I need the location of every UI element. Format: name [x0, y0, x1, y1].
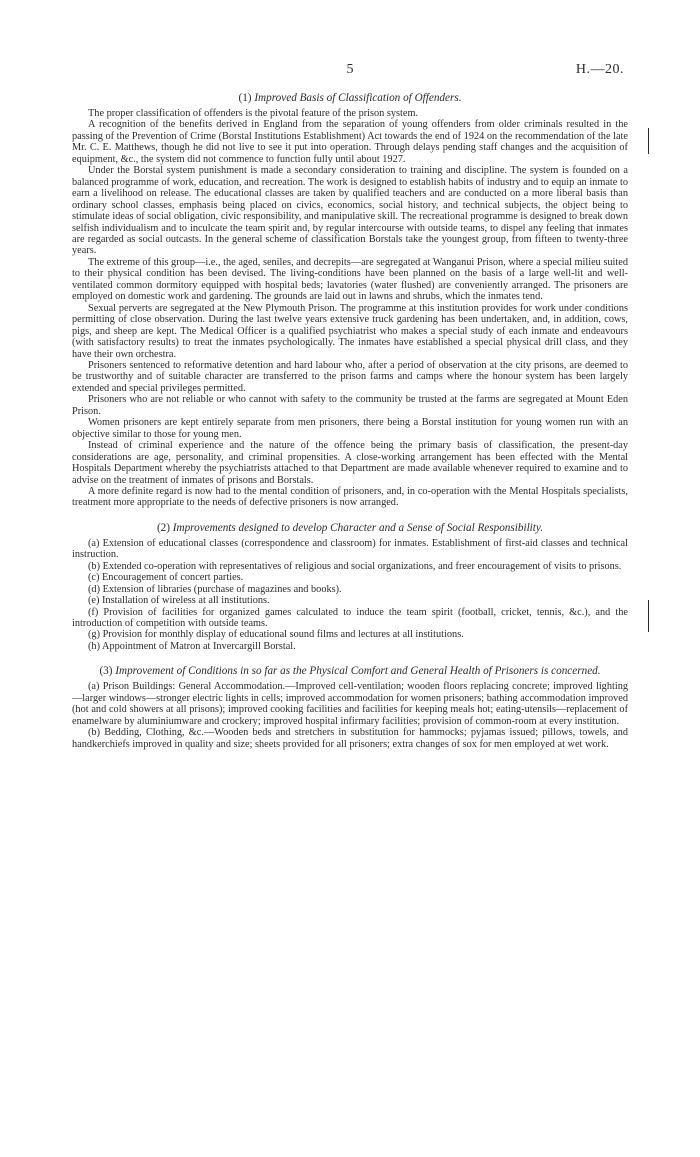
section-number: (2) [156, 521, 170, 534]
margin-mark [648, 128, 649, 154]
list-item: (a) Prison Buildings: General Accommodation.—Improved cell-ventilation; wooden floors replacing concrete; improved lighting—larger windows—stronger electric lights in cells; improved accommodation for women prisoners; bathing accommodation improved (hot and cold showers at all prisons); improved cooking facilities and facilities for keeping meals hot; eating-utensils—replacement of enamelware by aluminiumware and crockery; improved hospital infirmary facilities; provision of common-room at every institution. [72, 681, 628, 727]
paragraph: A recognition of the benefits derived in England from the separation of young offenders from older criminals resulted in the passing of the Prevention of Crime (Borstal Institutions Establishment) Act towards the end of 1924 on the recommendation of the late Mr. C. E. Matthews, though he did not live to see it put into operation. Through delays pending staff changes and the acquisition of equipment, &c., the system did not commence to function fully until about 1927. [72, 119, 628, 165]
section-number: (1) [238, 92, 252, 104]
page-number: 5 [346, 62, 354, 77]
section-number: (3) [99, 665, 113, 678]
section-title: Improvements designed to develop Character and a Sense of Social Responsibility. [172, 521, 544, 534]
section-title: Improvement of Conditions in so far as the Physical Comfort and General Health of Prisoners is concerned. [115, 665, 601, 678]
paragraph: Women prisoners are kept entirely separate from men prisoners, there being a Borstal institution for young women run with an objective similar to those for young men. [72, 417, 628, 440]
section-heading [72, 665, 628, 678]
list-item: (f) Provision of facilities for organized games calculated to induce the team spirit (football, cricket, tennis, &c.), and the introduction of competition with outside teams. [72, 606, 628, 630]
list-item: (d) Extension of libraries (purchase of magazines and books). [88, 583, 342, 595]
section-title: Improved Basis of Classification of Offenders. [254, 92, 462, 104]
list-item: (e) Installation of wireless at all institutions. [88, 595, 270, 607]
paragraph: The extreme of this group—i.e., the aged, seniles, and decrepits—are segregated at Wanganui Prison, where a special milieu suited to their physical condition has been devised. The living-conditions have been planned on the basis of a large well-lit and well-ventilated common dormitory equipped with hospital beds; lavatories (water flushed) are conveniently arranged. The prisoners are employed on domestic work and gardening. The grounds are laid out in lawns and shrubs, which the inmates tend. [72, 256, 628, 303]
paragraph: Prisoners sentenced to reformative detention and hard labour who, after a period of observation at the city prisons, are deemed to be trustworthy and of suitable character are transferred to the prison farms and camps where the honour system has been largely extended and special privileges permitted. [72, 359, 628, 394]
section-heading [72, 522, 628, 535]
paragraph: The proper classification of offenders is the pivotal feature of the prison system. [88, 108, 419, 119]
paragraph: Under the Borstal system punishment is made a secondary consideration to training and discipline. The system is founded on a balanced programme of work, education, and recreation. The work is designed to establish habits of industry and to equip an inmate to earn a livelihood on release. The educational classes are taken by qualified teachers and are conducted on a more liberal basis than ordinary school classes, emphasis being placed on civics, economics, social history, and technical subjects, the object being to stimulate ideas of social obligation, civic responsibility, and manipulative skill. The recreational programme is designed to break down selfish individualism and to inculcate the team spirit and, by regular intercourse with outside teams, to dispel any feeling that inmates are regarded as social outcasts. In the general scheme of classification Borstals take the youngest group, from fifteen to twenty-three years. [72, 165, 628, 257]
paragraph: A more definite regard is now had to the mental condition of prisoners, and, in co-operation with the Mental Hospitals specialists, treatment more appropriate to the needs of defective prisoners is now arranged. [72, 485, 628, 509]
paragraph: Sexual perverts are segregated at the New Plymouth Prison. The programme at this institution provides for work under conditions permitting of close observation. During the last twelve years extensive truck gardening has been undertaken, and, in addition, cows, pigs, and sheep are kept. The Medical Officer is a qualified psychiatrist who makes a special study of each inmate and endeavours (with satisfactory results) to treat the inmates psychologically. The inmates have established a special physical drill class, and they have their own orchestra. [72, 302, 628, 360]
list-item: (b) Extended co-operation with representatives of religious and social organizations, and freer encouragement of visits to prisons. [88, 560, 622, 572]
list-item: (g) Provision for monthly display of educational sound films and lectures at all institutions. [88, 629, 464, 641]
section-heading [72, 92, 628, 105]
paragraph: Prisoners who are not reliable or who cannot with safety to the community be trusted at the farms are segregated at Mount Eden Prison. [72, 394, 628, 417]
document-body [72, 92, 628, 750]
list-item: (b) Bedding, Clothing, &c.—Wooden beds and stretchers in substitution for hammocks; pyjamas issued; pillows, towels, and handkerchiefs improved in quality and size; sheets provided for all prisoners; extra changes of sox for men employed at wet work. [72, 727, 628, 750]
paragraph: Instead of criminal experience and the nature of the offence being the primary basis of classification, the present-day considerations are age, personality, and criminal propensities. A close-working arrangement has been effected with the Mental Hospitals Department whereby the psychiatrists attached to that Department are made available whenever required to examine and to advise on the treatment of inmates of prisons and Borstals. [72, 440, 628, 486]
list-item: (h) Appointment of Matron at Invercargill Borstal. [88, 640, 296, 652]
list-item: (c) Encouragement of concert parties. [88, 572, 244, 584]
document-reference: H.—20. [575, 62, 624, 77]
list-item: (a) Extension of educational classes (correspondence and classroom) for inmates. Establishment of first-aid classes and technical instruction. [72, 537, 628, 561]
margin-mark [648, 600, 649, 632]
